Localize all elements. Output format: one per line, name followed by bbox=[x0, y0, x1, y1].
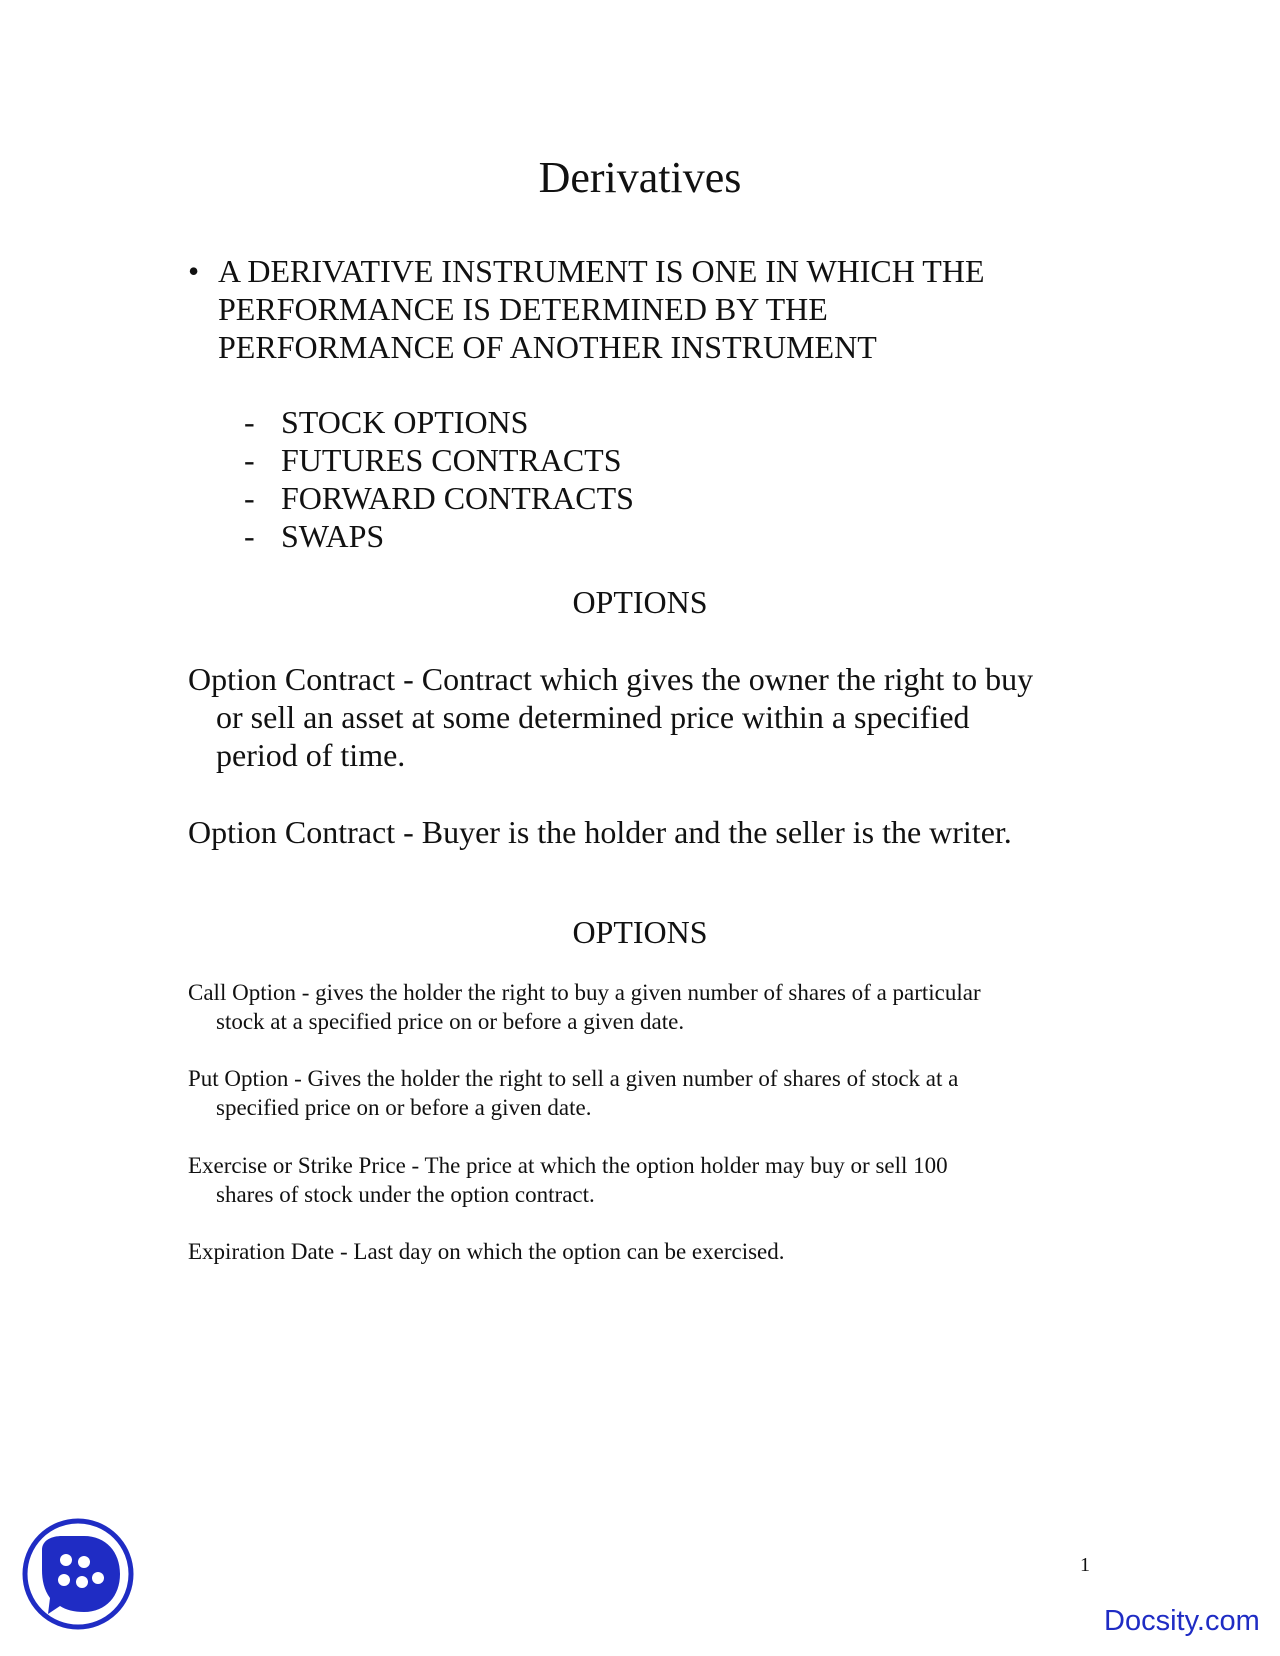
list-dash: - bbox=[244, 518, 255, 554]
option-contract-roles: Option Contract - Buyer is the holder and the seller is the writer. bbox=[188, 814, 1012, 850]
paragraph-line: specified price on or before a given date. bbox=[216, 1095, 592, 1120]
page-title: Derivatives bbox=[538, 153, 742, 202]
paragraph-line: Call Option - gives the holder the right to buy a given number of shares of a particular bbox=[188, 980, 981, 1005]
bullet-marker: • bbox=[188, 253, 200, 289]
list-item-label: STOCK OPTIONS bbox=[281, 404, 529, 440]
bullet-line: PERFORMANCE OF ANOTHER INSTRUMENT bbox=[218, 329, 877, 365]
paragraph-line: period of time. bbox=[216, 737, 406, 773]
paragraph-line: shares of stock under the option contract. bbox=[216, 1182, 595, 1207]
option-contract-definition bbox=[188, 660, 1033, 774]
call-option-definition bbox=[188, 978, 981, 1036]
page-number: 1 bbox=[1080, 1554, 1090, 1576]
strike-price-definition bbox=[188, 1151, 948, 1209]
list-dash: - bbox=[244, 442, 255, 478]
list-dash: - bbox=[244, 480, 255, 516]
list-dash: - bbox=[244, 404, 255, 440]
paragraph-line: Put Option - Gives the holder the right to sell a given number of shares of stock at a bbox=[188, 1066, 959, 1091]
list-item-label: FUTURES CONTRACTS bbox=[281, 442, 622, 478]
section-heading-options: OPTIONS bbox=[572, 584, 708, 620]
bullet-line: A DERIVATIVE INSTRUMENT IS ONE IN WHICH THE bbox=[218, 253, 985, 289]
docsity-logo-icon bbox=[22, 1518, 134, 1630]
list-item-label: SWAPS bbox=[281, 518, 385, 554]
bullet-line: PERFORMANCE IS DETERMINED BY THE bbox=[218, 291, 828, 327]
paragraph-line: Exercise or Strike Price - The price at which the option holder may buy or sell 100 bbox=[188, 1153, 948, 1178]
paragraph-line: Option Contract - Contract which gives the owner the right to buy bbox=[188, 661, 1034, 697]
put-option-definition bbox=[188, 1064, 958, 1122]
list-item-label: FORWARD CONTRACTS bbox=[281, 480, 634, 516]
docsity-watermark[interactable]: Docsity.com bbox=[1104, 1605, 1260, 1637]
bullet-text bbox=[218, 252, 985, 366]
paragraph-line: or sell an asset at some determined price within a specified bbox=[216, 699, 970, 735]
paragraph-line: stock at a specified price on or before a given date. bbox=[216, 1009, 685, 1034]
expiration-date-definition bbox=[188, 1237, 785, 1266]
section-heading-options-2: OPTIONS bbox=[572, 914, 708, 950]
paragraph-line: Expiration Date - Last day on which the option can be exercised. bbox=[188, 1239, 785, 1264]
